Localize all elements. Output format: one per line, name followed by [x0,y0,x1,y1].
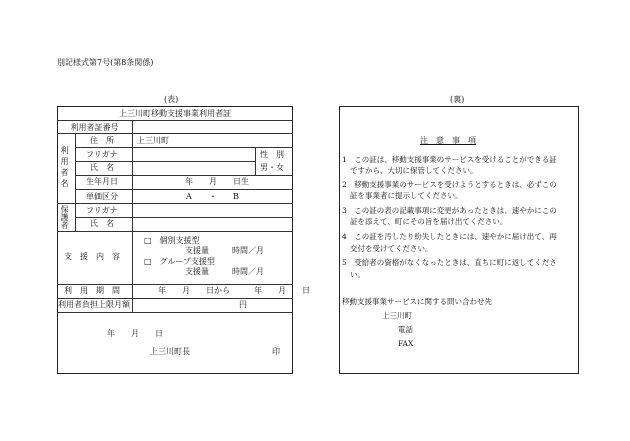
divider [57,231,293,232]
note-3-line-1: 3 この証の表の記載事項に変更があったときは、速やかにこの [342,206,557,215]
divider [132,231,133,284]
support-group-checkbox[interactable]: □ グループ支援型 [144,257,215,266]
note-1-line-1: 1 この証は、移動支援事業のサービスを受けることができる証 [342,155,557,164]
support-individual-amount-unit: 時間／月 [232,246,264,255]
divider [75,133,76,203]
divider [132,120,133,133]
note-2-line-1: 2 移動支援事業のサービスを受けようとするときは、必ずこの [342,180,557,189]
divider [75,147,293,148]
seal-mark: 印 [272,347,280,356]
unit-price-a[interactable]: A [186,192,192,201]
support-group-amount-unit: 時間／月 [232,267,264,276]
unit-price-b[interactable]: B [233,192,239,201]
note-3-line-2: 証を添えて、町にその旨を届け出てください。 [350,217,508,226]
note-4-line-2: 交付を受けてください。 [350,244,433,253]
contact-fax: FAX [398,339,414,348]
gender-value[interactable]: 男・女 [260,163,284,172]
back-side-label: (裏) [450,95,465,104]
front-side-label: (表) [164,95,179,104]
guardian-furigana-label: フリガナ [86,206,118,215]
support-content-label: 支 援 内 容 [64,252,120,261]
period-value: 年 月 日から 年 月 日 [158,286,310,295]
gender-label: 性 別 [260,150,284,159]
guardian-name-label: 氏 名 [90,219,114,228]
birthdate-value: 年 月 日生 [185,177,249,186]
note-1-line-2: ですから、大切に保管してください。 [350,166,478,175]
note-5-line-2: い。 [350,270,365,279]
issuer-name: 上三川町長 [150,347,190,356]
contact-title: 移動支援事業サービスに関する問い合わせ先 [342,297,492,306]
support-group-amount-label: 支援量 [185,267,209,276]
issue-date: 年 月 日 [107,329,163,338]
divider [57,120,293,121]
guardian-group-label: 保護者 [60,205,69,229]
divider [75,175,293,176]
divider [57,312,293,313]
limit-label: 利用者負担上限月額 [58,300,130,309]
contact-org: 上三川町 [382,311,412,320]
address-label: 住 所 [90,136,114,145]
limit-value: 円 [239,300,247,309]
unit-price-label: 単価区分 [86,192,118,201]
divider [57,133,293,134]
period-label: 利 用 期 間 [64,286,120,295]
contact-phone: 電話 [398,325,413,334]
divider [75,189,293,190]
furigana-label: フリガナ [86,150,118,159]
unit-price-separator: ・ [209,192,217,201]
divider [75,161,255,162]
birthdate-label: 生年月日 [86,177,118,186]
note-2-line-2: 証を事業者に提示してください。 [350,191,463,200]
card-title: 上三川町移動支援事業利用者証 [119,109,231,118]
notes-title: 注 意 事 項 [420,136,476,145]
support-individual-checkbox[interactable]: □ 個別支援型 [144,236,200,245]
form-number-title: 別記様式第7号(第8条関係) [57,58,154,67]
divider [57,298,293,299]
user-group-label: 利用者名 [60,146,69,190]
divider [75,217,293,218]
divider [57,203,293,204]
divider [57,284,293,285]
note-4-line-1: 4 この証を汚したり紛失したときには、速やかに届け出て、再 [342,232,557,241]
name-label: 氏 名 [90,163,114,172]
note-5-line-1: 5 受給者の資格がなくなったときは、直ちに町に返してくださ [342,258,557,267]
user-number-label: 利用者証番号 [70,123,119,132]
support-individual-amount-label: 支援量 [185,246,209,255]
address-value: 上三川町 [137,136,169,145]
divider [255,147,256,175]
